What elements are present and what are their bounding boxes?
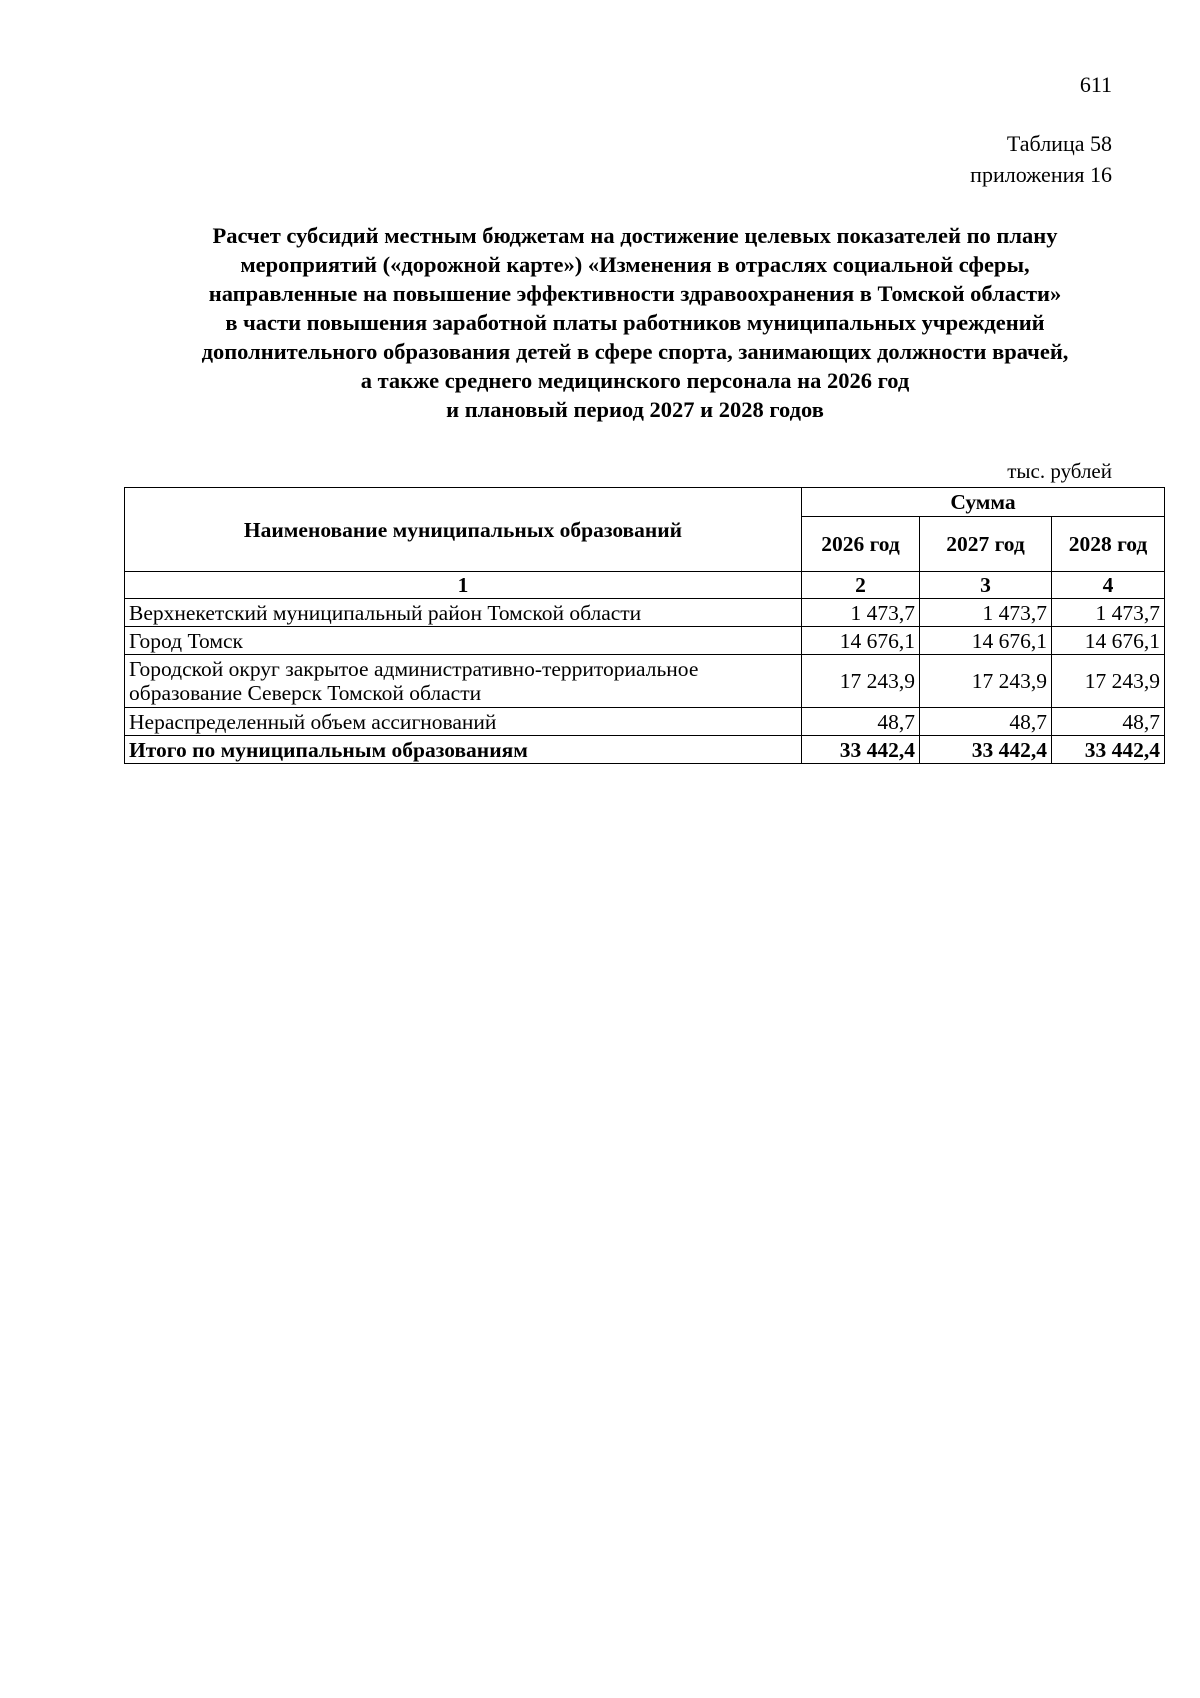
header-municipality-name: Наименование муниципальных образований bbox=[125, 488, 802, 572]
municipality-name: Нераспределенный объем ассигнований bbox=[125, 708, 802, 736]
column-numbers-row bbox=[125, 572, 1165, 599]
appendix-reference: приложения 16 bbox=[970, 162, 1112, 187]
column-number: 3 bbox=[920, 572, 1052, 599]
header-year-2027: 2027 год bbox=[920, 517, 1052, 572]
table-row bbox=[125, 708, 1165, 736]
units-label: тыс. рублей bbox=[1007, 459, 1112, 483]
value-2028: 17 243,9 bbox=[1052, 655, 1165, 708]
municipality-name-line: Городской округ закрытое административно-территориальное bbox=[129, 657, 699, 681]
table-row bbox=[125, 627, 1165, 655]
table-number: Таблица 58 bbox=[1006, 131, 1112, 156]
value-2028: 48,7 bbox=[1052, 708, 1165, 736]
total-row bbox=[125, 736, 1165, 764]
title-line: дополнительного образования детей в сфере спорта, занимающих должности врачей, bbox=[201, 339, 1069, 364]
title-line: Расчет субсидий местным бюджетам на достижение целевых показателей по плану bbox=[212, 223, 1058, 248]
page-number: 611 bbox=[1079, 72, 1112, 97]
municipality-name-line: образование Северск Томской области bbox=[129, 681, 482, 705]
column-number: 4 bbox=[1052, 572, 1165, 599]
header-year-2028: 2028 год bbox=[1052, 517, 1165, 572]
title-line: направленные на повышение эффективности здравоохранения в Томской области» bbox=[208, 281, 1062, 306]
value-2027: 48,7 bbox=[920, 708, 1052, 736]
value-2026: 14 676,1 bbox=[802, 627, 920, 655]
document-title bbox=[110, 221, 1160, 424]
title-line: а также среднего медицинского персонала на 2026 год bbox=[360, 368, 910, 393]
value-2026: 48,7 bbox=[802, 708, 920, 736]
total-2028: 33 442,4 bbox=[1052, 736, 1165, 764]
municipality-name bbox=[125, 655, 802, 708]
title-line: в части повышения заработной платы работников муниципальных учреждений bbox=[225, 310, 1045, 335]
table-row bbox=[125, 599, 1165, 627]
column-number: 1 bbox=[125, 572, 802, 599]
municipality-name: Город Томск bbox=[125, 627, 802, 655]
total-2026: 33 442,4 bbox=[802, 736, 920, 764]
column-number: 2 bbox=[802, 572, 920, 599]
subsidy-table bbox=[124, 487, 1165, 764]
value-2026: 1 473,7 bbox=[802, 599, 920, 627]
value-2027: 14 676,1 bbox=[920, 627, 1052, 655]
value-2028: 14 676,1 bbox=[1052, 627, 1165, 655]
municipality-name: Верхнекетский муниципальный район Томской области bbox=[125, 599, 802, 627]
header-year-2026: 2026 год bbox=[802, 517, 920, 572]
value-2028: 1 473,7 bbox=[1052, 599, 1165, 627]
value-2027: 17 243,9 bbox=[920, 655, 1052, 708]
table-row bbox=[125, 655, 1165, 708]
value-2026: 17 243,9 bbox=[802, 655, 920, 708]
header-sum: Сумма bbox=[802, 488, 1165, 517]
total-label: Итого по муниципальным образованиям bbox=[125, 736, 802, 764]
title-line: и плановый период 2027 и 2028 годов bbox=[446, 397, 824, 422]
table-reference bbox=[970, 128, 1112, 190]
title-line: мероприятий («дорожной карте») «Изменения в отраслях социальной сферы, bbox=[240, 252, 1030, 277]
value-2027: 1 473,7 bbox=[920, 599, 1052, 627]
total-2027: 33 442,4 bbox=[920, 736, 1052, 764]
